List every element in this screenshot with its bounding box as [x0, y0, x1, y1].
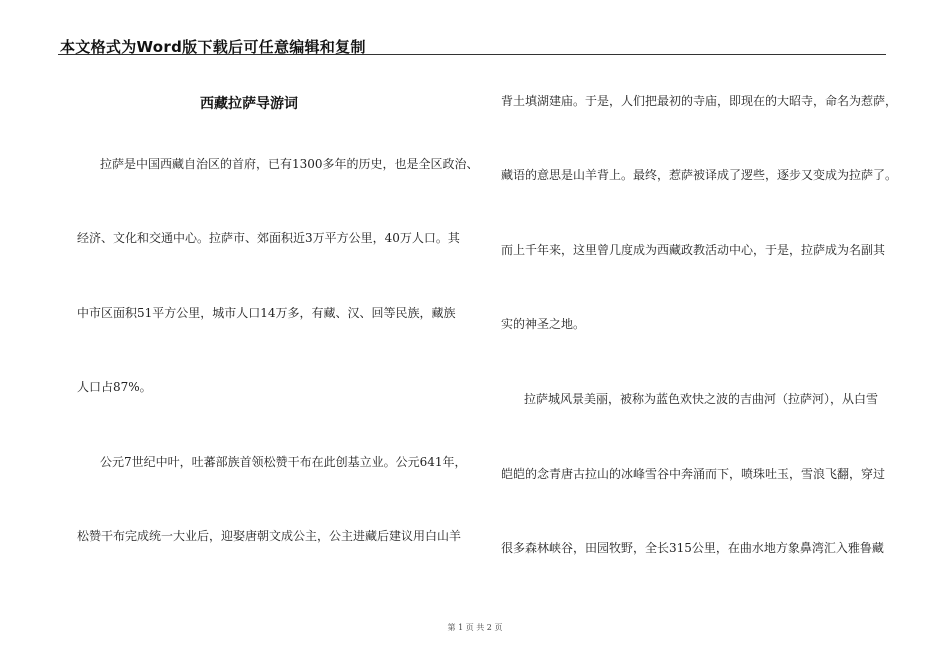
- right-text-line: 而上千年来，这里曾几度成为西藏政教活动中心，于是，拉萨成为名副其: [501, 243, 886, 257]
- right-text-line: 皑皑的念青唐古拉山的冰峰雪谷中奔涌而下，喷珠吐玉，雪浪飞翻，穿过: [501, 467, 886, 481]
- right-text-line: 拉萨城风景美丽，被称为蓝色欢快之波的吉曲河（拉萨河），从白雪: [524, 392, 879, 406]
- left-text-line: 松赞干布完成统一大业后，迎娶唐朝文成公主，公主进藏后建议用白山羊: [77, 529, 462, 543]
- right-text-line: 藏语的意思是山羊背上。最终，惹萨被译成了逻些，逐步又变成为拉萨了。: [501, 168, 898, 182]
- left-text-line: 经济、文化和交通中心。拉萨市、郊面积近3万平方公里，40万人口。其: [77, 231, 460, 245]
- right-text-line: 背土填湖建庙。于是，人们把最初的寺庙，即现在的大昭寺，命名为惹萨，: [501, 94, 898, 108]
- right-text-line: 实的神圣之地。: [501, 317, 586, 331]
- page-number: 第 1 页 共 2 页: [447, 623, 503, 632]
- left-text-line: 公元7世纪中叶，吐蕃部族首领松赞干布在此创基立业。公元641年，: [100, 455, 467, 469]
- document-header-banner: 本文格式为Word版下载后可任意编辑和复制: [60, 38, 366, 56]
- left-text-line: 中市区面积51平方公里，城市人口14万多，有藏、汉、回等民族，藏族: [77, 306, 456, 320]
- header-divider: [58, 54, 886, 55]
- document-title: 西藏拉萨导游词: [200, 96, 298, 112]
- left-text-line: 人口占87%。: [77, 380, 152, 394]
- left-text-line: 拉萨是中国西藏自治区的首府，已有1300多年的历史，也是全区政治、: [100, 157, 479, 171]
- right-text-line: 很多森林峡谷，田园牧野，全长315公里，在曲水地方象鼻湾汇入雅鲁藏: [501, 541, 884, 555]
